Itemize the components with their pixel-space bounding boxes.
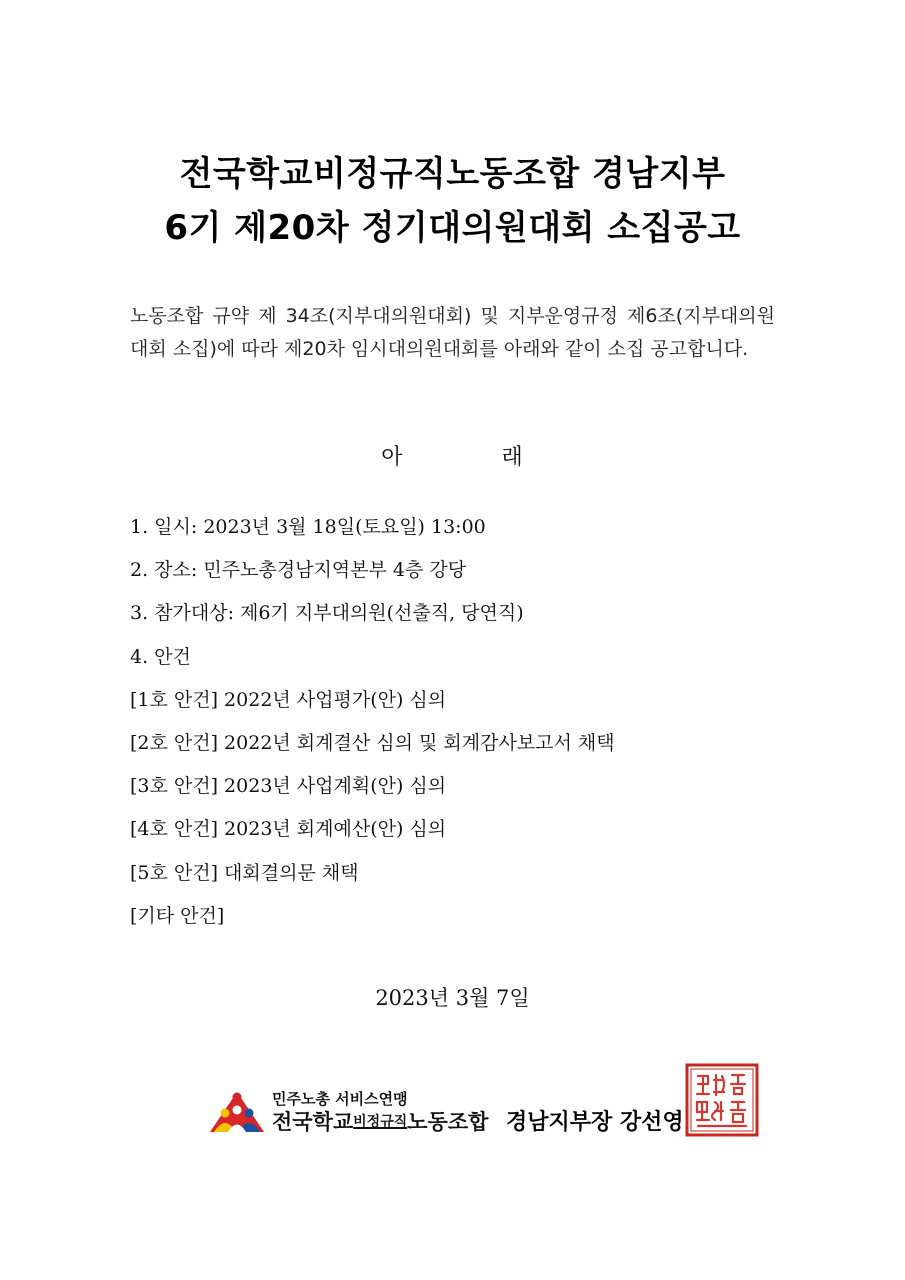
list-item-schedule: 1. 일시: 2023년 3월 18일(토요일) 13:00	[130, 516, 486, 538]
list-item-participants: 3. 참가대상: 제6기 지부대의원(선출직, 당연직)	[130, 602, 524, 625]
union-name-suffix: 노동조합	[407, 1110, 489, 1134]
union-name-small: 비정규직	[353, 1114, 408, 1130]
notice-title-line-2: 6기 제20차 정기대의원대회 소집공고	[164, 208, 741, 248]
section-heading-right: 래	[501, 445, 524, 470]
list-item-agenda-3: [3호 안건] 2023년 사업계획(안) 심의	[130, 775, 447, 798]
union-name-prefix: 전국학교	[272, 1110, 354, 1134]
list-item-agenda-1: [1호 안건] 2022년 사업평가(안) 심의	[130, 688, 447, 711]
union-name	[272, 1106, 488, 1136]
official-seal-icon	[684, 1062, 760, 1138]
list-item-agenda-heading: 4. 안건	[130, 645, 191, 668]
union-logo-icon	[208, 1088, 266, 1136]
list-item-agenda-5: [5호 안건] 대회결의문 채택	[130, 861, 359, 884]
list-item-agenda-other: [기타 안건]	[130, 904, 225, 927]
section-heading	[0, 440, 905, 471]
notice-title-line-1: 전국학교비정규직노동조합 경남지부	[179, 154, 726, 194]
agenda-list	[130, 509, 790, 941]
list-item-agenda-2: [2호 안건] 2022년 회계결산 심의 및 회계감사보고서 채택	[130, 731, 615, 754]
signer-name: 경남지부장 강선영	[506, 1110, 684, 1135]
section-heading-left: 아	[381, 445, 404, 470]
list-item-venue: 2. 장소: 민주노총경남지역본부 4층 강당	[130, 559, 467, 582]
intro-paragraph: 노동조합 규약 제 34조(지부대의원대회) 및 지부운영규정 제6조(지부대의원대회 소집)에 따라 제20차 임시대의원대회를 아래와 같이 소집 공고합니다.	[130, 305, 775, 360]
notice-date: 2023년 3월 7일	[375, 986, 530, 1010]
list-item-agenda-4: [4호 안건] 2023년 회계예산(안) 심의	[130, 818, 447, 841]
federation-name: 민주노총 서비스연맹	[272, 1090, 408, 1108]
